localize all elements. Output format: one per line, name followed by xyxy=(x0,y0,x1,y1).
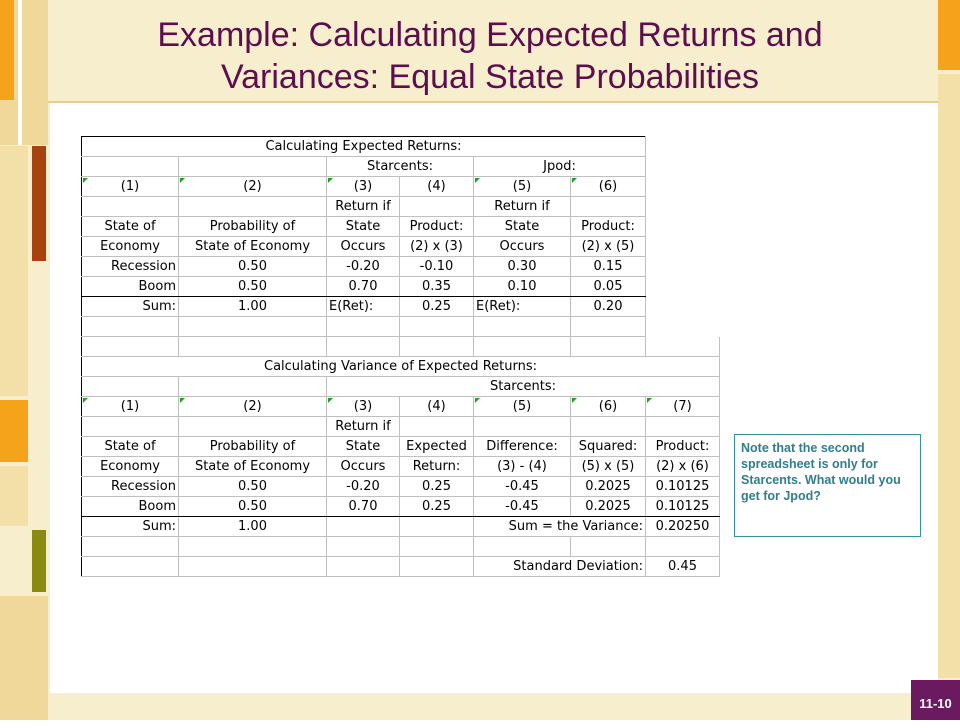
t1-blank-row xyxy=(82,317,720,337)
t2-h2-c5: Difference: xyxy=(474,437,571,457)
t1-header-row-2 xyxy=(82,217,720,237)
t1-group-jpod: Jpod: xyxy=(474,157,646,177)
t2-colnum-row xyxy=(82,397,720,417)
t2-h2-c6: Squared: xyxy=(571,437,646,457)
t1-h3-c3: Occurs xyxy=(327,237,400,257)
t1-h2-c1: State of xyxy=(82,217,179,237)
spreadsheet xyxy=(81,136,720,577)
t1-r1-c4: -0.10 xyxy=(400,257,474,277)
t1-sum-value: 1.00 xyxy=(179,297,327,317)
deco-orange-block-right xyxy=(938,0,960,70)
t2-header-row-2 xyxy=(82,437,720,457)
t1-h3-c6: (2) x (5) xyxy=(571,237,646,257)
t1-eret-value-2: 0.20 xyxy=(571,297,646,317)
deco-orange-block-top xyxy=(0,0,14,100)
title-line-1: Example: Calculating Expected Returns and xyxy=(157,16,823,54)
t1-h2-c2: Probability of xyxy=(179,217,327,237)
t1-r2-c5: 0.10 xyxy=(474,277,571,297)
t2-h2-c4: Expected xyxy=(400,437,474,457)
t2-col-3: (3) xyxy=(327,397,400,417)
t2-header-row-3 xyxy=(82,457,720,477)
t1-col-3: (3) xyxy=(327,177,400,197)
t2-r1-c6: 0.2025 xyxy=(571,477,646,497)
t1-header-row-3 xyxy=(82,237,720,257)
t1-h1-c5: Return if xyxy=(474,197,571,217)
t2-col-7: (7) xyxy=(646,397,720,417)
table-row xyxy=(82,517,720,537)
t2-r1-c5: -0.45 xyxy=(474,477,571,497)
table-row xyxy=(82,297,720,317)
t1-col-6: (6) xyxy=(571,177,646,197)
t2-header-row-1 xyxy=(82,417,720,437)
table-row xyxy=(82,557,720,577)
t1-h2-c4: Product: xyxy=(400,217,474,237)
t2-sum-label: Sum: xyxy=(82,517,179,537)
t1-r2-c1: Boom xyxy=(82,277,179,297)
t1-eret-value-1: 0.25 xyxy=(400,297,474,317)
slide-title xyxy=(60,14,920,98)
t2-h1-c3: Return if xyxy=(327,417,400,437)
t1-header-row-1 xyxy=(82,197,720,217)
t2-title: Calculating Variance of Expected Returns: xyxy=(82,357,720,377)
t2-h3-c2: State of Economy xyxy=(179,457,327,477)
page-number: 11-10 xyxy=(911,680,960,720)
t2-r1-c7: 0.10125 xyxy=(646,477,720,497)
t2-r2-c5: -0.45 xyxy=(474,497,571,517)
t2-col-2: (2) xyxy=(179,397,327,417)
t1-r2-c3: 0.70 xyxy=(327,277,400,297)
t2-h3-c6: (5) x (5) xyxy=(571,457,646,477)
t2-h3-c7: (2) x (6) xyxy=(646,457,720,477)
t1-r1-c3: -0.20 xyxy=(327,257,400,277)
t1-eret-label-2: E(Ret): xyxy=(474,297,571,317)
deco-stripe-white xyxy=(18,0,22,145)
t1-title-row xyxy=(82,137,720,157)
t1-eret-label-1: E(Ret): xyxy=(327,297,400,317)
t2-h2-c2: Probability of xyxy=(179,437,327,457)
deco-tan-right xyxy=(938,74,960,678)
t2-r2-c2: 0.50 xyxy=(179,497,327,517)
deco-tan-block xyxy=(0,146,28,396)
t2-h2-c3: State xyxy=(327,437,400,457)
t2-sd-label: Standard Deviation: xyxy=(474,557,646,577)
t1-r1-c1: Recession xyxy=(82,257,179,277)
t2-col-4: (4) xyxy=(400,397,474,417)
t2-h3-c3: Occurs xyxy=(327,457,400,477)
t2-col-1: (1) xyxy=(82,397,179,417)
t2-blank-row xyxy=(82,537,720,557)
t1-h2-c3: State xyxy=(327,217,400,237)
t2-h3-c4: Return: xyxy=(400,457,474,477)
t1-col-4: (4) xyxy=(400,177,474,197)
t1-h3-c2: State of Economy xyxy=(179,237,327,257)
t1-sum-label: Sum: xyxy=(82,297,179,317)
t1-col-1: (1) xyxy=(82,177,179,197)
t2-h2-c1: State of xyxy=(82,437,179,457)
table-row xyxy=(82,277,720,297)
t1-r1-c6: 0.15 xyxy=(571,257,646,277)
t1-col-2: (2) xyxy=(179,177,327,197)
t2-r2-c4: 0.25 xyxy=(400,497,474,517)
t1-r1-c2: 0.50 xyxy=(179,257,327,277)
t2-h2-c7: Product: xyxy=(646,437,720,457)
table-row xyxy=(82,477,720,497)
t1-h1-c3: Return if xyxy=(327,197,400,217)
t1-group-row xyxy=(82,157,720,177)
t2-r2-c1: Boom xyxy=(82,497,179,517)
t2-r1-c1: Recession xyxy=(82,477,179,497)
note-box: Note that the second spreadsheet is only for Starcents. What would you get for Jpod? xyxy=(734,434,921,537)
deco-olive-block xyxy=(32,530,46,592)
t2-r2-c6: 0.2025 xyxy=(571,497,646,517)
table-row xyxy=(82,257,720,277)
title-line-2: Variances: Equal State Probabilities xyxy=(220,58,759,96)
t1-h2-c5: State xyxy=(474,217,571,237)
t2-r1-c3: -0.20 xyxy=(327,477,400,497)
table-row xyxy=(82,497,720,517)
t2-group-starcents: Starcents: xyxy=(327,377,720,397)
t1-group-starcents: Starcents: xyxy=(327,157,474,177)
t1-r2-c4: 0.35 xyxy=(400,277,474,297)
t1-blank-row xyxy=(82,337,720,357)
t2-r1-c2: 0.50 xyxy=(179,477,327,497)
t2-col-6: (6) xyxy=(571,397,646,417)
t2-title-row xyxy=(82,357,720,377)
deco-tan-block-2 xyxy=(0,466,28,526)
t1-h2-c6: Product: xyxy=(571,217,646,237)
t2-h3-c5: (3) - (4) xyxy=(474,457,571,477)
t1-title: Calculating Expected Returns: xyxy=(82,137,646,157)
t1-h3-c4: (2) x (3) xyxy=(400,237,474,257)
deco-rust-block xyxy=(32,146,46,261)
t2-h3-c1: Economy xyxy=(82,457,179,477)
t2-variance-value: 0.20250 xyxy=(646,517,720,537)
t2-group-row xyxy=(82,377,720,397)
t2-r2-c3: 0.70 xyxy=(327,497,400,517)
t1-h3-c1: Economy xyxy=(82,237,179,257)
t1-r1-c5: 0.30 xyxy=(474,257,571,277)
t2-r2-c7: 0.10125 xyxy=(646,497,720,517)
t1-col-5: (5) xyxy=(474,177,571,197)
deco-tan-block-3 xyxy=(0,596,48,720)
deco-orange-block-mid xyxy=(0,400,28,462)
t2-sum-value: 1.00 xyxy=(179,517,327,537)
t1-r2-c2: 0.50 xyxy=(179,277,327,297)
t1-r2-c6: 0.05 xyxy=(571,277,646,297)
t1-colnum-row xyxy=(82,177,720,197)
t2-col-5: (5) xyxy=(474,397,571,417)
t2-sd-value: 0.45 xyxy=(646,557,720,577)
t2-variance-label: Sum = the Variance: xyxy=(474,517,646,537)
t2-r1-c4: 0.25 xyxy=(400,477,474,497)
t1-h3-c5: Occurs xyxy=(474,237,571,257)
